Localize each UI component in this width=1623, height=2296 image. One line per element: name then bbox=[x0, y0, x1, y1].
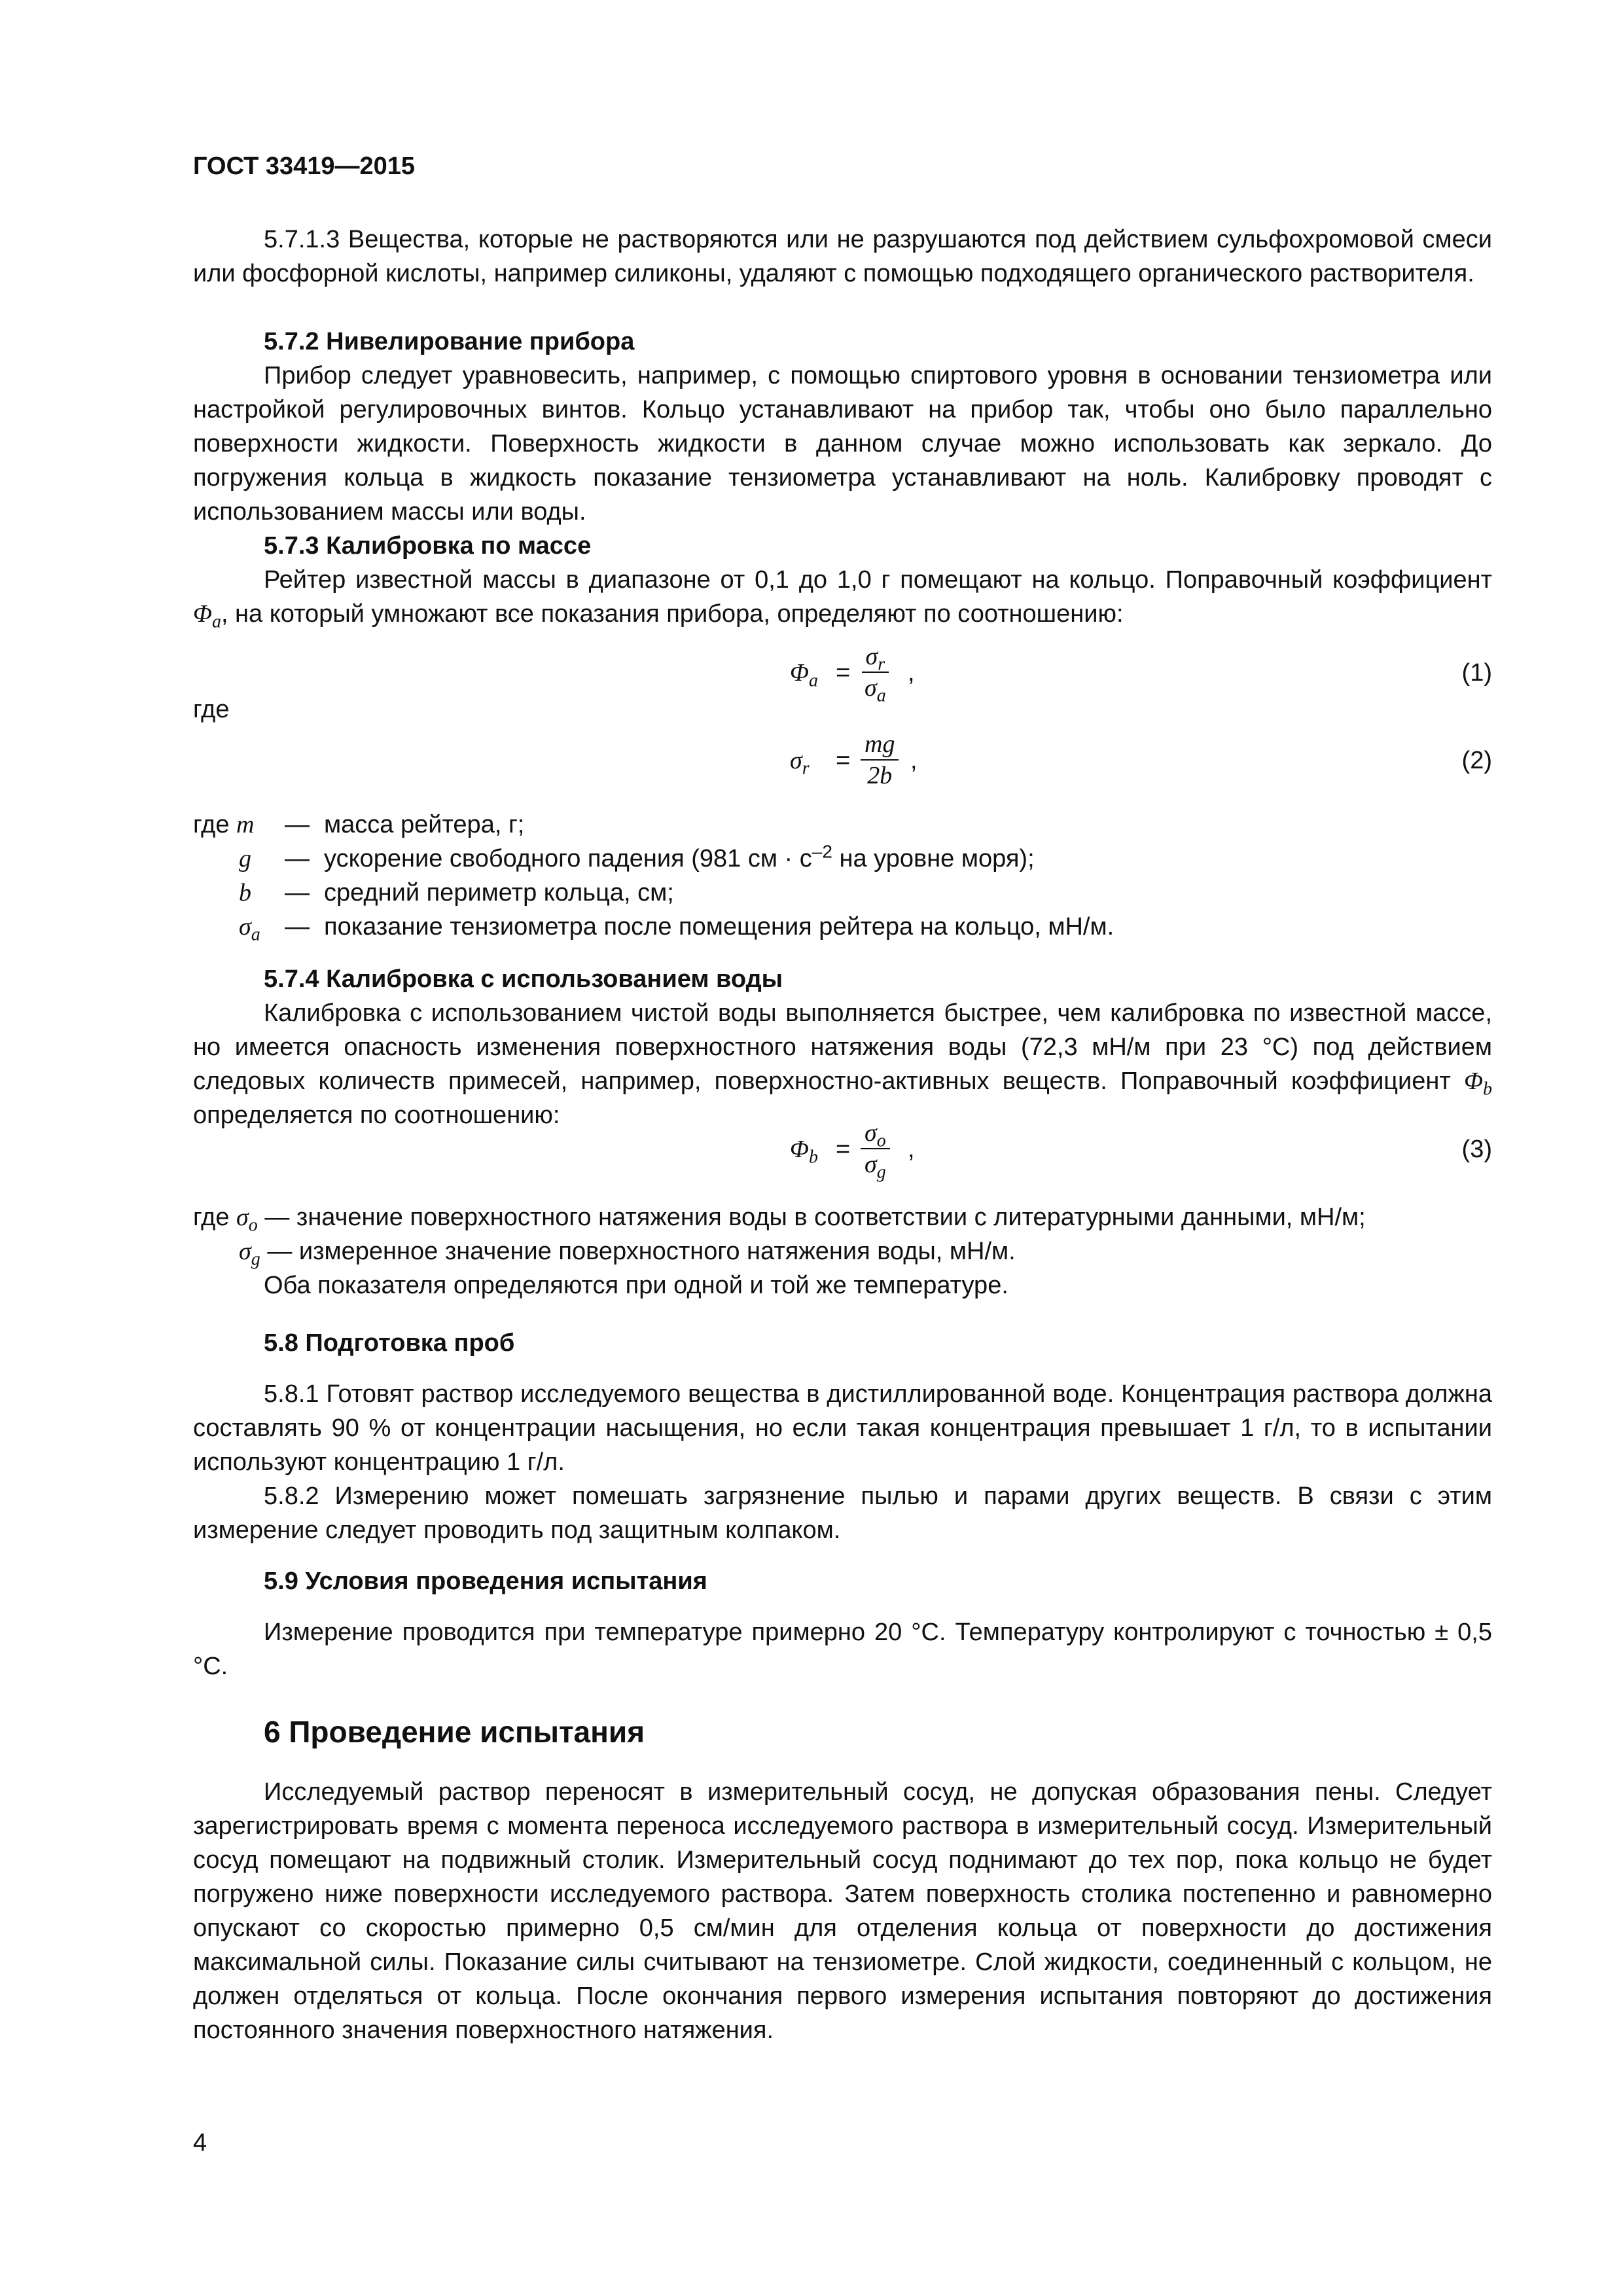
paragraph: Рейтер известной массы в диапазоне от 0,1 до 1,0 г помещают на кольцо. Поправочный коэффициент $\Phi_a$, на который умножают все показания прибора, определяют по соотношению: bbox=[193, 566, 1492, 632]
section-5-8 bbox=[193, 1326, 1492, 1547]
equation-number: (3) bbox=[1461, 1136, 1492, 1163]
definition-row: b — средний периметр кольца, см; bbox=[239, 879, 674, 906]
paragraph: Калибровка с использованием чистой воды выполняется быстрее, чем калибровка по известной массе, но имеется опасность изменения поверхностного натяжения воды (72,3 мН/м при 23 °С) под действием следовых количеств примесей, например, поверхностно-активных веществ. Поправочный коэффициент $\Phi_b$ определяется по соотношению: bbox=[193, 999, 1492, 1129]
definitions-list bbox=[193, 808, 1492, 944]
chapter-heading: 6 Проведение испытания bbox=[264, 1715, 645, 1749]
section-5-7-4 bbox=[193, 962, 1492, 1132]
page-number: 4 bbox=[193, 2129, 207, 2157]
paragraph: Исследуемый раствор переносят в измерительный сосуд, не допуская образования пены. Следует зарегистрировать время с момента переноса исследуемого раствора в измерительный сосуд. Измерительный сосуд помещают на подвижный столик. Измерительный сосуд поднимают до тех пор, пока кольцо не будет погружено ниже поверхности исследуемого раствора. Затем поверхность столика постепенно и равномерно опускают со скоростью примерно 0,5 см/мин для отделения кольца от поверхности до достижения максимальной силы. Показание силы считывают на тензиометре. Слой жидкости, соединенный с кольцом, не должен отделяться от кольца. После окончания первого измерения испытания повторяют до достижения постоянного значения поверхностного натяжения. bbox=[193, 1778, 1492, 2044]
definitions-list bbox=[193, 1200, 1492, 1302]
section-5-7-1-3 bbox=[193, 223, 1492, 291]
paragraph: 5.8.2 Измерению может помешать загрязнение пылью и парами других веществ. В связи с этим измерение следует проводить под защитным колпаком. bbox=[193, 1482, 1492, 1544]
paragraph: Прибор следует уравновесить, например, с помощью спиртового уровня в основании тензиометра или настройкой регулировочных винтов. Кольцо устанавливают на прибор так, чтобы оно было параллельно поверхности жидкости. Поверхность жидкости в данном случае можно использовать как зеркало. До погружения кольца в жидкость показание тензиометра устанавливают на ноль. Калибровку проводят с использованием массы или воды. bbox=[193, 362, 1492, 526]
section-5-7-2 bbox=[193, 325, 1492, 529]
section-heading: 5.7.3 Калибровка по массе bbox=[264, 532, 592, 560]
where-label: где bbox=[193, 696, 230, 723]
definition-row: где $\sigma_o$ — значение поверхностного натяжения воды в соответствии с литературными данными, мН/м; bbox=[193, 1204, 1366, 1236]
equation-number: (2) bbox=[1461, 747, 1492, 774]
definition-row: $\sigma_g$ — измеренное значение поверхностного натяжения воды, мН/м. bbox=[239, 1238, 1016, 1270]
section-heading: 5.7.4 Калибровка с использованием воды bbox=[264, 965, 783, 993]
definition-row: g — ускорение свободного падения (981 см · $с^{-2}$ на уровне моря); bbox=[239, 841, 1035, 872]
fraction: $\frac{\sigma_o}{\sigma_g}$ bbox=[861, 1118, 890, 1179]
section-heading: 5.8 Подготовка проб bbox=[264, 1329, 515, 1357]
paragraph: 5.8.1 Готовят раствор исследуемого вещества в дистиллированной воде. Концентрация раствора должна составлять 90 % от концентрации насыщения, но если такая концентрация превышает 1 г/л, то в испытании используют концентрацию 1 г/л. bbox=[193, 1380, 1492, 1476]
paragraph: Оба показателя определяются при одной и той же температуре. bbox=[264, 1272, 1008, 1299]
formula-3: $\Phi_b$ = $\frac{\sigma_o}{\sigma_g}$ , (3) bbox=[790, 1119, 1492, 1183]
section-heading: 5.7.2 Нивелирование прибора bbox=[264, 328, 635, 355]
section-heading: 5.9 Условия проведения испытания bbox=[264, 1568, 707, 1595]
formula-1: $\Phi_a$ = $\frac{\sigma_r}{\sigma_a}$ , (1) bbox=[790, 643, 1492, 706]
section-6 bbox=[193, 1715, 1492, 2047]
paragraph: Измерение проводится при температуре примерно 20 °С. Температуру контролируют с точностью ± 0,5 °С. bbox=[193, 1619, 1492, 1680]
definition-row: где m — масса рейтера, г; bbox=[193, 811, 525, 838]
formula-2: $\sigma_r$ = $\frac{mg}{2b}$ , (2) bbox=[790, 730, 1492, 789]
paragraph: 5.7.1.3 Вещества, которые не растворяются или не разрушаются под действием сульфохромовой смеси или фосфорной кислоты, например силиконы, удаляют с помощью подходящего органического растворителя. bbox=[193, 226, 1492, 287]
fraction: $\frac{mg}{2b}$ bbox=[861, 729, 899, 791]
fraction: $\frac{\sigma_r}{\sigma_a}$ bbox=[861, 641, 890, 703]
equation-number: (1) bbox=[1461, 659, 1492, 687]
section-5-7-3 bbox=[193, 529, 1492, 631]
section-5-9 bbox=[193, 1564, 1492, 1683]
definition-row: $\sigma_a$ — показание тензиометра после помещения рейтера на кольцо, мН/м. bbox=[239, 913, 1115, 945]
document-header: ГОСТ 33419—2015 bbox=[193, 152, 416, 180]
